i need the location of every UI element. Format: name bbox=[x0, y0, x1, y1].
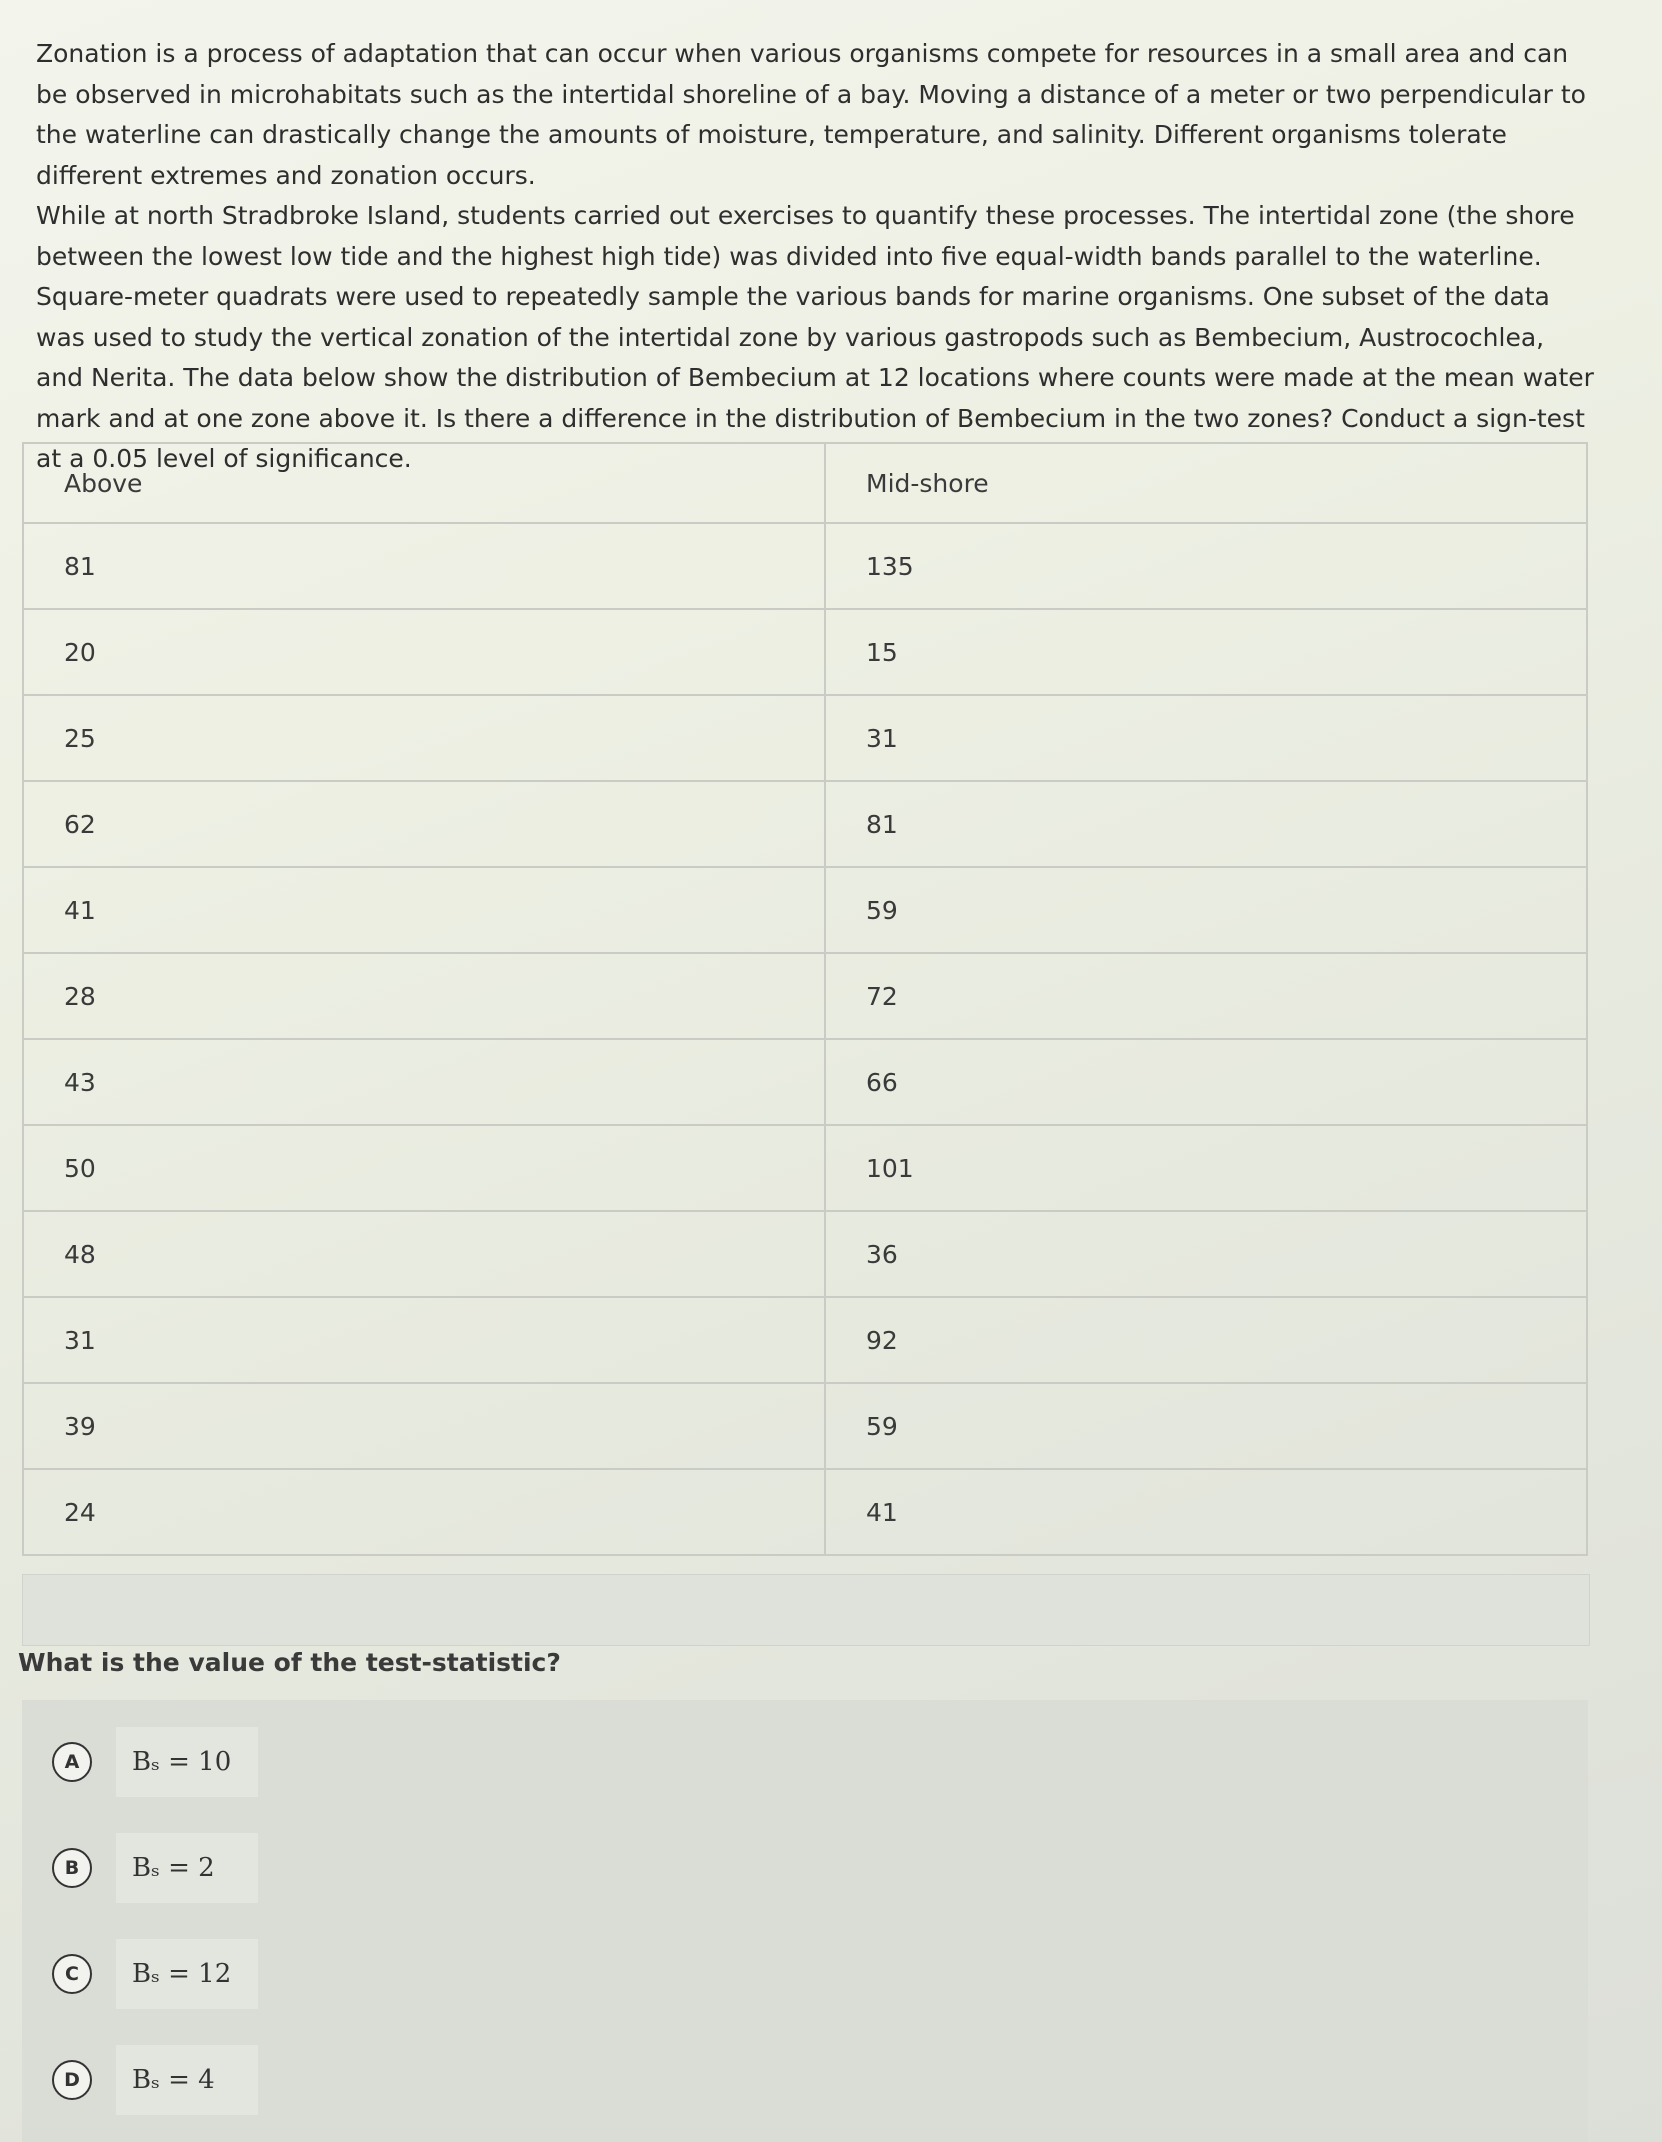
option-c-letter-badge: C bbox=[52, 1954, 92, 1994]
cell-above: 39 bbox=[23, 1383, 825, 1469]
table-row bbox=[23, 1125, 1587, 1211]
table-row bbox=[23, 953, 1587, 1039]
cell-mid-shore: 135 bbox=[825, 523, 1587, 609]
cell-above: 48 bbox=[23, 1211, 825, 1297]
cell-mid-shore: 36 bbox=[825, 1211, 1587, 1297]
cell-above: 43 bbox=[23, 1039, 825, 1125]
option-b-text[interactable]: Bₛ = 2 bbox=[116, 1833, 258, 1903]
option-d-text[interactable]: Bₛ = 4 bbox=[116, 2045, 258, 2115]
cell-mid-shore: 15 bbox=[825, 609, 1587, 695]
prompt-paragraph-1: Zonation is a process of adaptation that can occur when various organisms compete for resources in a small area and can be observed in microhabitats such as the intertidal shoreline of a bay. Moving a distance of a meter or two perpendicular to the waterline can drastically change the amounts of moisture, temperature, and salinity. Different organisms tolerate different extremes and zonation occurs. bbox=[36, 39, 1586, 190]
prompt-paragraph-2: While at north Stradbroke Island, students carried out exercises to quantify these processes. The intertidal zone (the shore between the lowest low tide and the highest high tide) was divided into five equal-width bands parallel to the waterline. Square-meter quadrats were used to repeatedly sample the various bands for marine organisms. One subset of the data was used to study the vertical zonation of the intertidal zone by various gastropods such as Bembecium, Austrocochlea, and Nerita. The data below show the distribution of Bembecium at 12 locations where counts were made at the mean water mark and at one zone above it. Is there a difference in the distribution of Bembecium in the two zones? Conduct a sign-test at a 0.05 level of significance. bbox=[36, 201, 1594, 473]
option-c-text[interactable]: Bₛ = 12 bbox=[116, 1939, 258, 2009]
cell-above: 31 bbox=[23, 1297, 825, 1383]
option-d[interactable] bbox=[52, 2044, 258, 2116]
table-row bbox=[23, 1383, 1587, 1469]
table-row bbox=[23, 1469, 1587, 1555]
option-b-letter-badge: B bbox=[52, 1848, 92, 1888]
table-row bbox=[23, 1297, 1587, 1383]
answer-options-panel bbox=[22, 1700, 1588, 2142]
cell-above: 20 bbox=[23, 609, 825, 695]
question-text: What is the value of the test-statistic? bbox=[18, 1648, 561, 1677]
option-a-letter-badge: A bbox=[52, 1742, 92, 1782]
option-d-letter-badge: D bbox=[52, 2060, 92, 2100]
cell-mid-shore: 41 bbox=[825, 1469, 1587, 1555]
cell-above: 62 bbox=[23, 781, 825, 867]
cell-above: 50 bbox=[23, 1125, 825, 1211]
option-a[interactable] bbox=[52, 1726, 258, 1798]
cell-above: 25 bbox=[23, 695, 825, 781]
cell-above: 24 bbox=[23, 1469, 825, 1555]
table-row bbox=[23, 523, 1587, 609]
cell-mid-shore: 81 bbox=[825, 781, 1587, 867]
cell-mid-shore: 59 bbox=[825, 1383, 1587, 1469]
table-row bbox=[23, 867, 1587, 953]
option-b[interactable] bbox=[52, 1832, 258, 1904]
column-header-above: Above bbox=[23, 443, 825, 523]
table-row bbox=[23, 609, 1587, 695]
question-prompt bbox=[36, 34, 1596, 480]
table-row bbox=[23, 1039, 1587, 1125]
cell-above: 81 bbox=[23, 523, 825, 609]
option-c[interactable] bbox=[52, 1938, 258, 2010]
cell-mid-shore: 72 bbox=[825, 953, 1587, 1039]
column-header-mid-shore: Mid-shore bbox=[825, 443, 1587, 523]
option-a-text[interactable]: Bₛ = 10 bbox=[116, 1727, 258, 1797]
table-footer bbox=[22, 1574, 1590, 1646]
table-row bbox=[23, 1211, 1587, 1297]
table-header-row bbox=[23, 443, 1587, 523]
cell-mid-shore: 92 bbox=[825, 1297, 1587, 1383]
cell-mid-shore: 101 bbox=[825, 1125, 1587, 1211]
data-table bbox=[22, 442, 1588, 1556]
table-row bbox=[23, 781, 1587, 867]
cell-above: 41 bbox=[23, 867, 825, 953]
table-row bbox=[23, 695, 1587, 781]
cell-mid-shore: 31 bbox=[825, 695, 1587, 781]
cell-mid-shore: 59 bbox=[825, 867, 1587, 953]
cell-mid-shore: 66 bbox=[825, 1039, 1587, 1125]
cell-above: 28 bbox=[23, 953, 825, 1039]
